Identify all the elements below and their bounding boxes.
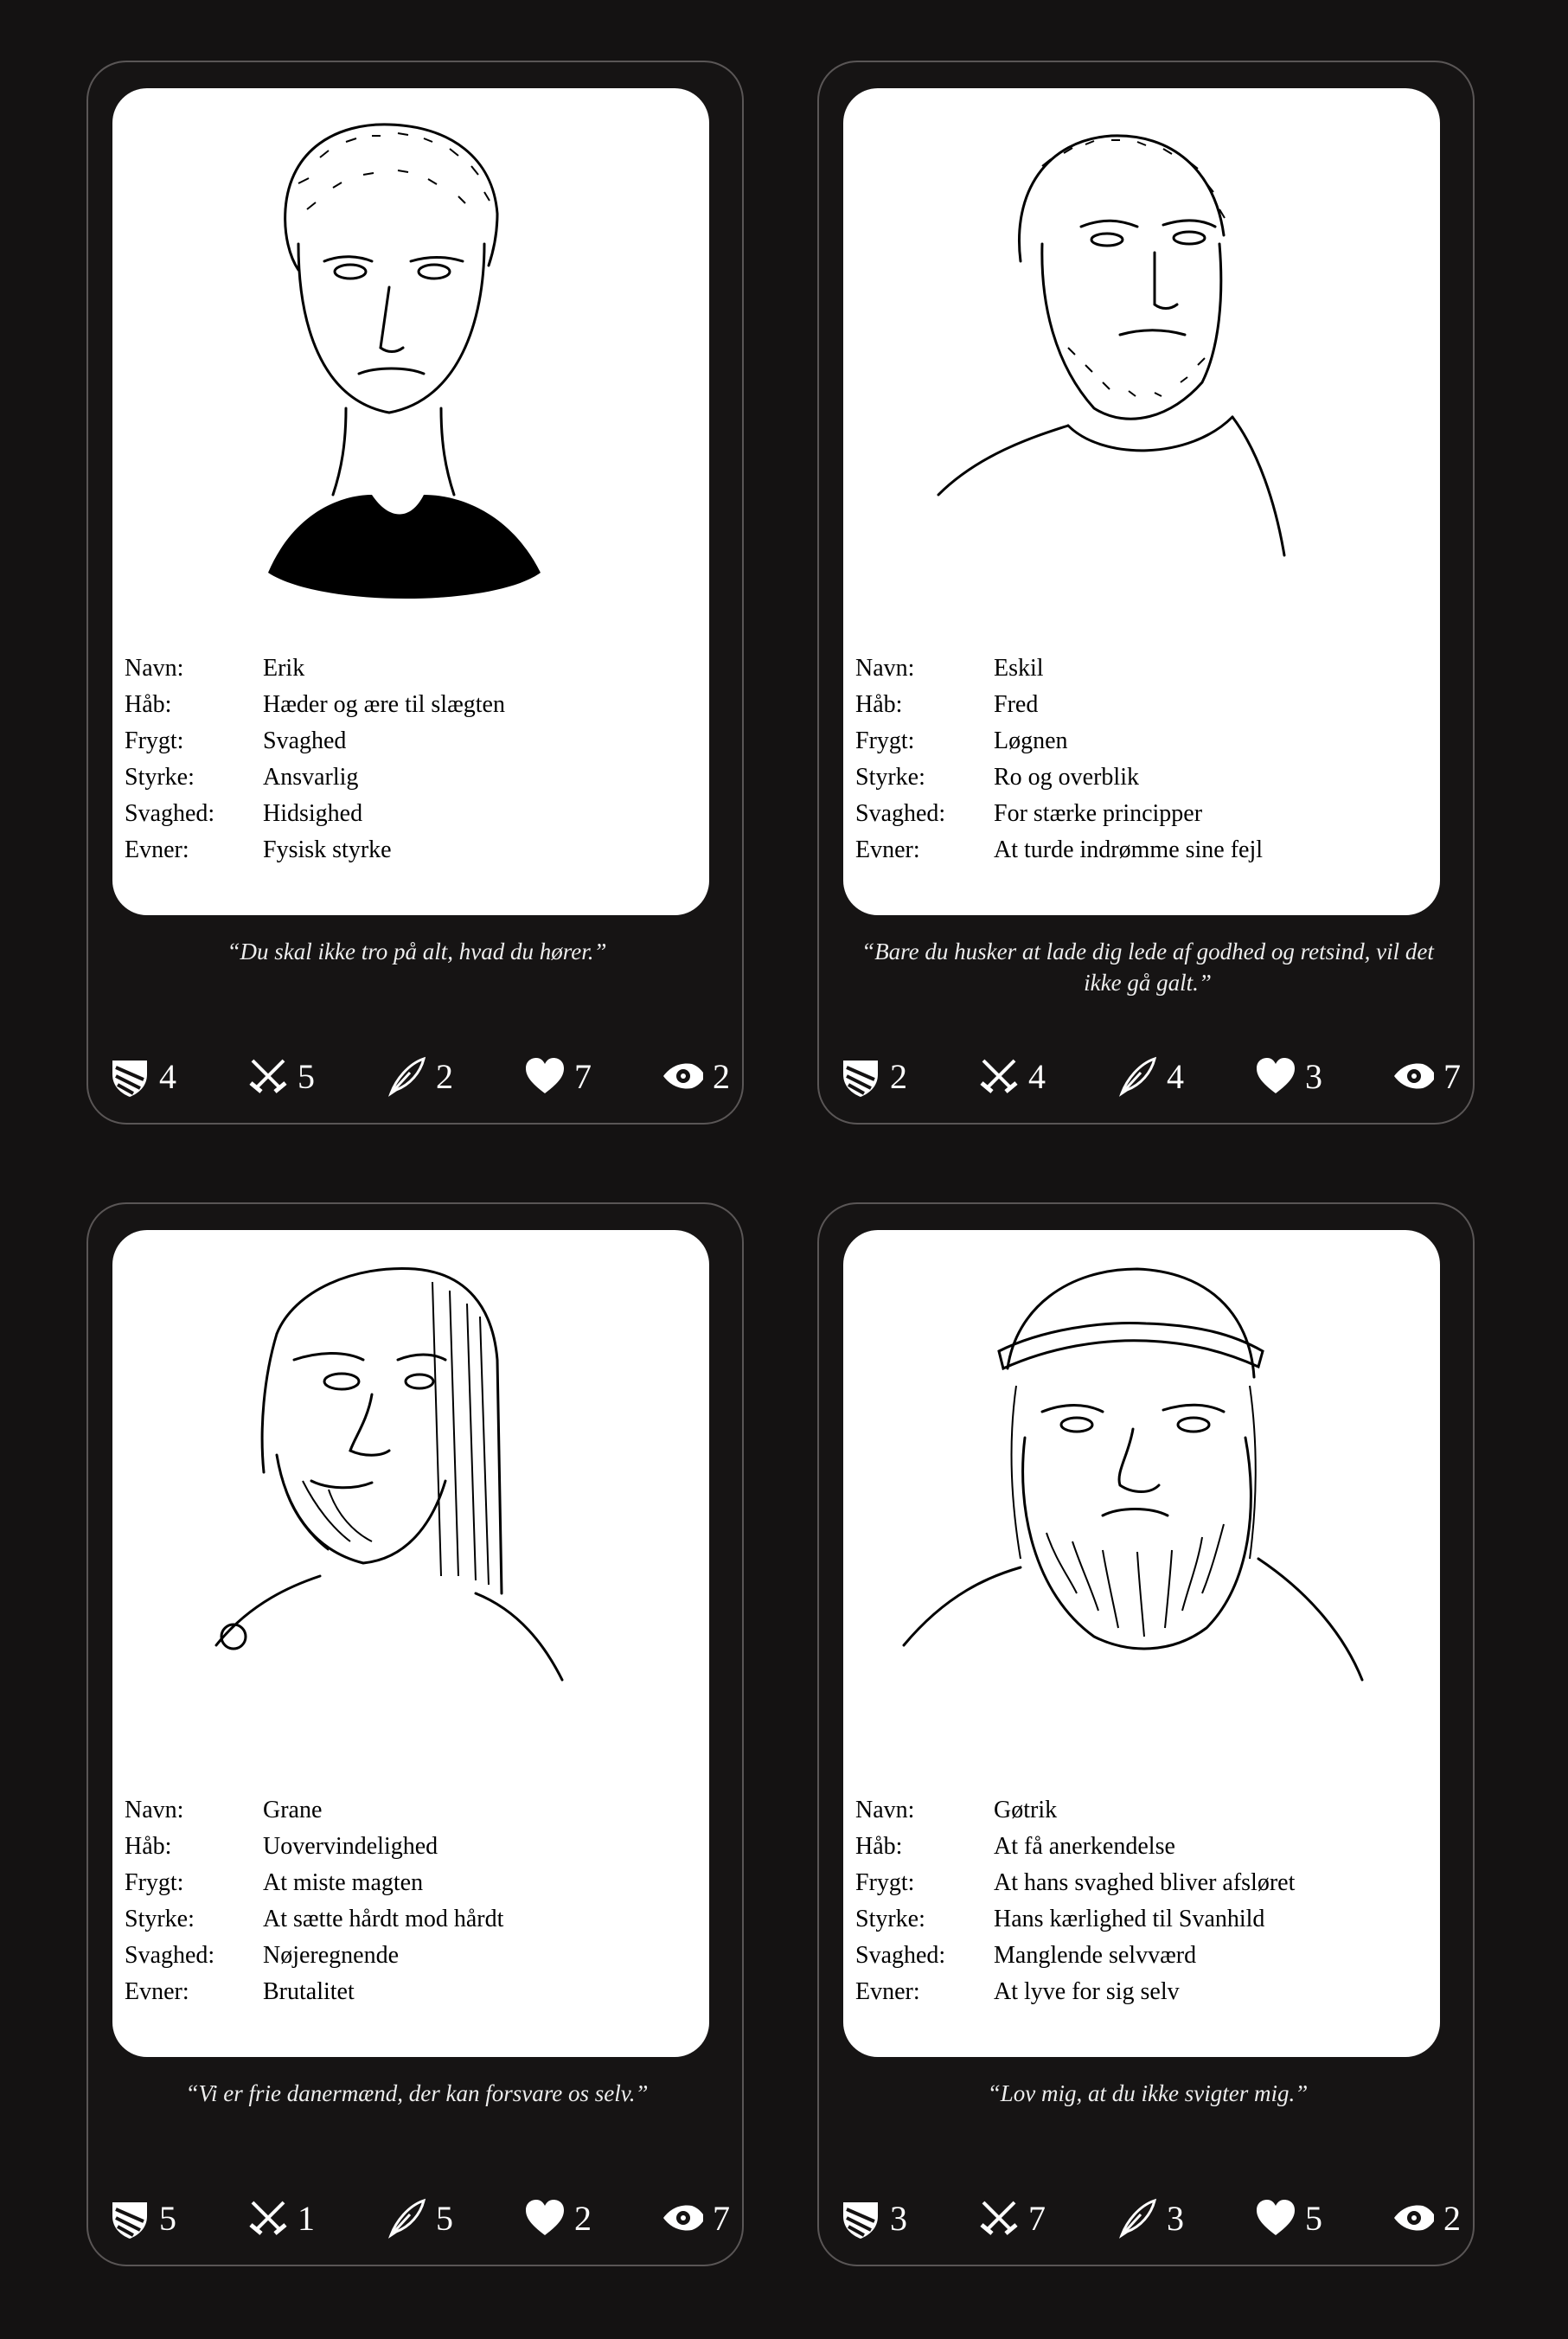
strength-label: Styrke: [855, 764, 925, 791]
stat-eye [1392, 1054, 1461, 1099]
stat-value: 2 [890, 1056, 907, 1096]
crossed-swords-icon [976, 2195, 1021, 2240]
strength-label: Styrke: [125, 1906, 195, 1932]
stat-eye [661, 2195, 730, 2240]
fear-label: Frygt: [855, 727, 915, 754]
skills-value: At turde indrømme sine fejl [994, 836, 1264, 863]
stat-value: 4 [1028, 1056, 1046, 1096]
portrait-erik [112, 88, 709, 642]
weakness-value: For stærke principper [994, 800, 1203, 827]
portrait-gotrik [843, 1230, 1440, 1784]
skills-value: Fysisk styrke [263, 836, 392, 863]
fear-value: At hans svaghed bliver afsløret [994, 1869, 1296, 1896]
strength-value: Hans kærlighed til Svanhild [994, 1906, 1265, 1932]
stat-value: 1 [298, 2198, 315, 2238]
stat-value: 7 [1028, 2198, 1046, 2238]
fear-label: Frygt: [125, 727, 184, 754]
stat-value: 4 [159, 1056, 176, 1096]
stat-swords [976, 1054, 1046, 1099]
stat-eye [661, 1054, 730, 1099]
stat-heart [522, 2195, 592, 2240]
card-info [125, 650, 704, 868]
weakness-value: Hidsighed [263, 800, 363, 827]
card-quote: “Vi er frie danermænd, der kan forsvare os selv.” [185, 2080, 649, 2106]
stat-value: 3 [890, 2198, 907, 2238]
character-card-gotrik[interactable] [817, 1202, 1475, 2266]
fear-value: Løgnen [994, 727, 1068, 754]
weakness-label: Svaghed: [855, 800, 946, 827]
name-label: Navn: [125, 655, 184, 682]
hope-label: Håb: [855, 1833, 903, 1860]
weakness-label: Svaghed: [125, 800, 215, 827]
card-quote: “Bare du husker at lade dig lede af godhed og retsind, vil det ikke gå galt.” [861, 939, 1434, 996]
stat-value: 7 [1443, 1056, 1461, 1096]
heart-icon [522, 2195, 567, 2240]
card-panel [843, 88, 1440, 915]
card-panel [112, 1230, 709, 2057]
strength-label: Styrke: [855, 1906, 925, 1932]
crossed-swords-icon [976, 1054, 1021, 1099]
hope-label: Håb: [855, 691, 903, 718]
portrait-eskil [843, 88, 1440, 642]
name-value: Eskil [994, 655, 1044, 682]
eye-icon [1392, 2195, 1437, 2240]
stat-shield [107, 2195, 176, 2240]
stat-quill [1115, 1054, 1184, 1099]
portrait-grane [112, 1230, 709, 1784]
shield-icon [838, 2195, 883, 2240]
card-info [855, 650, 1435, 868]
weakness-value: Manglende selvværd [994, 1942, 1197, 1969]
skills-label: Evner: [125, 836, 189, 863]
shield-icon [107, 2195, 152, 2240]
stat-value: 7 [713, 2198, 730, 2238]
stat-quill [384, 1054, 453, 1099]
stat-heart [1253, 1054, 1322, 1099]
hope-value: Uovervindelighed [263, 1833, 438, 1860]
stat-value: 2 [574, 2198, 592, 2238]
skills-label: Evner: [125, 1978, 189, 2005]
quill-icon [1115, 2195, 1160, 2240]
stat-bar [107, 2190, 730, 2246]
stat-value: 2 [713, 1056, 730, 1096]
stat-value: 3 [1167, 2198, 1184, 2238]
eye-icon [661, 1054, 706, 1099]
strength-value: Ansvarlig [263, 764, 359, 791]
stat-value: 4 [1167, 1056, 1184, 1096]
card-info [125, 1792, 704, 2010]
weakness-value: Nøjeregnende [263, 1942, 400, 1969]
skills-label: Evner: [855, 836, 920, 863]
character-card-grane[interactable] [86, 1202, 744, 2266]
stat-shield [838, 2195, 907, 2240]
strength-label: Styrke: [125, 764, 195, 791]
stat-heart [522, 1054, 592, 1099]
stat-value: 2 [436, 1056, 453, 1096]
stat-quill [384, 2195, 453, 2240]
strength-value: Ro og overblik [994, 764, 1139, 791]
heart-icon [1253, 2195, 1298, 2240]
card-info [855, 1792, 1435, 2010]
stat-swords [976, 2195, 1046, 2240]
skills-value: At lyve for sig selv [994, 1978, 1180, 2005]
quill-icon [384, 1054, 429, 1099]
name-value: Erik [263, 655, 305, 682]
hope-value: Fred [994, 691, 1039, 718]
quill-icon [384, 2195, 429, 2240]
skills-value: Brutalitet [263, 1978, 355, 2005]
stat-shield [107, 1054, 176, 1099]
card-quote: “Du skal ikke tro på alt, hvad du hører.” [227, 939, 607, 964]
name-label: Navn: [125, 1797, 184, 1823]
crossed-swords-icon [246, 1054, 291, 1099]
shield-icon [107, 1054, 152, 1099]
stat-bar [107, 1048, 730, 1104]
fear-label: Frygt: [855, 1869, 915, 1896]
name-label: Navn: [855, 1797, 915, 1823]
stat-bar [838, 1048, 1461, 1104]
stat-heart [1253, 2195, 1322, 2240]
name-label: Navn: [855, 655, 915, 682]
stat-value: 5 [159, 2198, 176, 2238]
stat-swords [246, 1054, 315, 1099]
stat-bar [838, 2190, 1461, 2246]
heart-icon [1253, 1054, 1298, 1099]
stat-shield [838, 1054, 907, 1099]
character-card-eskil[interactable] [817, 61, 1475, 1125]
crossed-swords-icon [246, 2195, 291, 2240]
card-panel [112, 88, 709, 915]
weakness-label: Svaghed: [125, 1942, 215, 1969]
hope-label: Håb: [125, 691, 172, 718]
name-value: Gøtrik [994, 1797, 1058, 1823]
stat-value: 5 [298, 1056, 315, 1096]
stat-eye [1392, 2195, 1461, 2240]
heart-icon [522, 1054, 567, 1099]
character-card-erik[interactable] [86, 61, 744, 1125]
card-quote: “Lov mig, at du ikke svigter mig.” [987, 2080, 1309, 2106]
stat-swords [246, 2195, 315, 2240]
name-value: Grane [263, 1797, 323, 1823]
fear-value: At miste magten [263, 1869, 424, 1896]
strength-value: At sætte hårdt mod hårdt [263, 1906, 504, 1932]
card-panel [843, 1230, 1440, 2057]
stat-quill [1115, 2195, 1184, 2240]
shield-icon [838, 1054, 883, 1099]
hope-value: At få anerkendelse [994, 1833, 1175, 1860]
stat-value: 3 [1305, 1056, 1322, 1096]
hope-label: Håb: [125, 1833, 172, 1860]
weakness-label: Svaghed: [855, 1942, 946, 1969]
eye-icon [661, 2195, 706, 2240]
stat-value: 5 [1305, 2198, 1322, 2238]
stat-value: 2 [1443, 2198, 1461, 2238]
skills-label: Evner: [855, 1978, 920, 2005]
stat-value: 5 [436, 2198, 453, 2238]
hope-value: Hæder og ære til slægten [263, 691, 505, 718]
stat-value: 7 [574, 1056, 592, 1096]
eye-icon [1392, 1054, 1437, 1099]
quill-icon [1115, 1054, 1160, 1099]
fear-value: Svaghed [263, 727, 347, 754]
fear-label: Frygt: [125, 1869, 184, 1896]
